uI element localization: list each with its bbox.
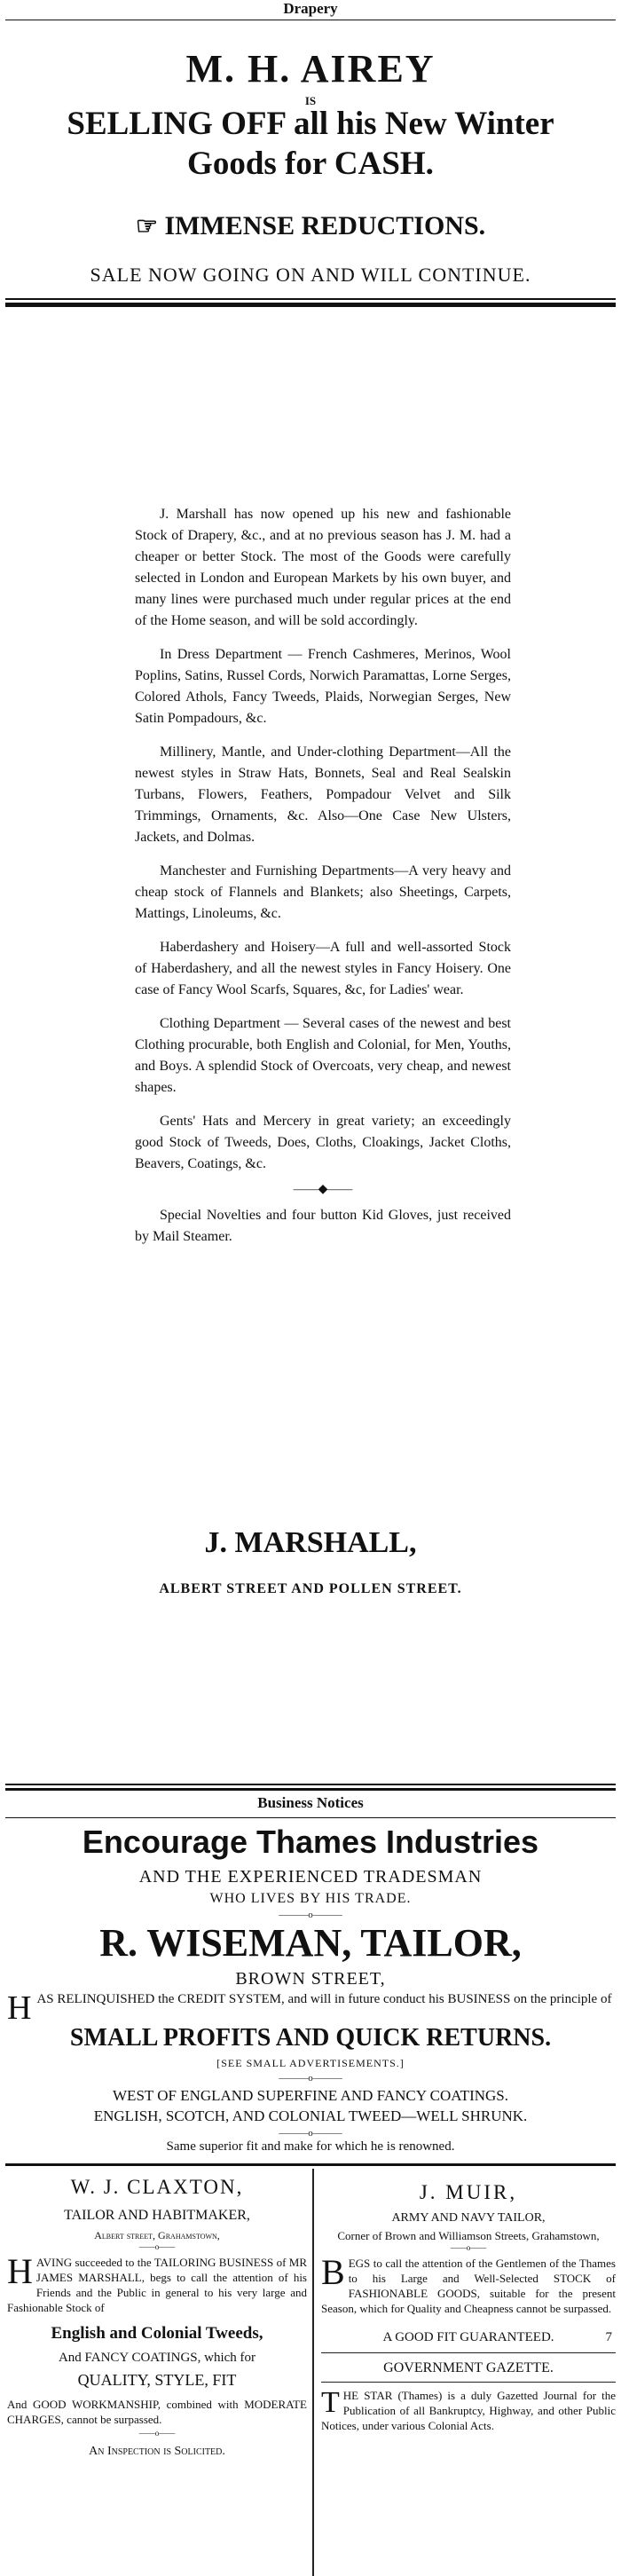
- wiseman-headline: Encourage Thames Industries: [82, 1824, 539, 1860]
- claxton-ad: [7, 2176, 307, 2576]
- ornament-divider: ———o———: [279, 1910, 342, 1920]
- marshall-name: J. MARSHALL,: [204, 1526, 417, 1559]
- wiseman-slogan: SMALL PROFITS AND QUICK RETURNS.: [69, 2024, 552, 2052]
- ornament-divider: ——o——: [450, 2243, 487, 2252]
- muir-guarantee-line: [321, 2330, 616, 2345]
- column-rule: [312, 2169, 314, 2576]
- divider-thick: [5, 303, 616, 307]
- wiseman-sub1: AND THE EXPERIENCED TRADESMAN: [138, 1867, 483, 1887]
- wiseman-body: [7, 1989, 614, 2027]
- muir-number: 7: [605, 2330, 612, 2344]
- muir-dropcap: B: [321, 2252, 345, 2292]
- marshall-body: [135, 504, 511, 1248]
- airey-reductions: [0, 211, 621, 241]
- muir-title: ARMY AND NAVY TAILOR,: [391, 2211, 546, 2225]
- muir-ad: [321, 2181, 616, 2576]
- claxton-dropcap: H: [7, 2251, 33, 2291]
- claxton-name: W. J. CLAXTON,: [70, 2176, 244, 2198]
- divider: [5, 1817, 616, 1818]
- claxton-workmanship: And GOOD WORKMANSHIP, combined with MODERATE CHARGES, cannot be surpassed.: [7, 2398, 307, 2426]
- reductions-text: IMMENSE REDUCTIONS.: [164, 211, 486, 240]
- muir-body: [321, 2252, 616, 2316]
- marshall-p4: Manchester and Furnishing Departments—A very heavy and cheap stock of Flannels and Blankets; also Sheetings, Carpets, Mattings, Linoleums, &c.: [135, 863, 511, 921]
- wiseman-west1: WEST OF ENGLAND SUPERFINE AND FANCY COATINGS.: [113, 2087, 508, 2104]
- marshall-p5: Haberdashery and Hoisery—A full and well-assorted Stock of Haberdashery, and all the newest styles in Fancy Hoisery. One case of Fancy Wool Scarfs, Squares, &c, for Ladies' wear.: [135, 940, 511, 997]
- divider-thick: [5, 2163, 616, 2166]
- ornament-divider: ———o———: [279, 2128, 342, 2139]
- divider: [321, 2352, 616, 2353]
- ornament-divider: ——o——: [138, 2429, 176, 2438]
- airey-line2: Goods for CASH.: [187, 146, 434, 182]
- marshall-p2: In Dress Department — French Cashmeres, Merinos, Wool Poplins, Satins, Russel Cords, Norwich Paramattas, Lorne Serges, Colored Athols, Fancy Tweeds, Plaids, Norwegian Serges, New Satin Pompadours, &c.: [135, 647, 511, 726]
- muir-gazette: GOVERNMENT GAZETTE.: [383, 2360, 554, 2375]
- wiseman-dropcap: H: [7, 1989, 32, 2027]
- marshall-p8: Special Novelties and four button Kid Gloves, just received by Mail Steamer.: [135, 1208, 511, 1244]
- claxton-body-text: AVING succeeded to the TAILORING BUSINESS of MR JAMES MARSHALL, begs to call the attention of his Friends and the Public in general to his very large and Fashionable Stock of: [7, 2256, 307, 2314]
- wiseman-west2: ENGLISH, SCOTCH, AND COLONIAL TWEED—WELL SHRUNK.: [93, 2107, 528, 2124]
- ornament-divider: ———o———: [279, 2073, 342, 2084]
- airey-line1: SELLING OFF all his New Winter: [67, 106, 554, 142]
- claxton-address: Albert street, Grahamstown,: [94, 2229, 220, 2241]
- wiseman-see: [SEE SMALL ADVERTISEMENTS.]: [216, 2057, 405, 2069]
- wiseman-name: R. WISEMAN, TAILOR,: [99, 1921, 522, 1965]
- divider: [5, 1784, 616, 1785]
- claxton-body: [7, 2251, 307, 2315]
- ornament-divider: ——o——: [138, 2242, 176, 2251]
- pointing-hand-icon: ☞: [135, 213, 158, 240]
- wiseman-sub2: WHO LIVES BY HIS TRADE.: [209, 1891, 412, 1906]
- ornament-divider: ——◆——: [293, 1183, 353, 1196]
- wiseman-body-text: AS RELINQUISHED the CREDIT SYSTEM, and will in future conduct his BUSINESS on the principle of: [36, 1992, 612, 2006]
- marshall-p3: Millinery, Mantle, and Under-clothing Department—All the newest styles in Straw Hats, Bonnets, Seal and Real Sealskin Turbans, Flowers, Feathers, Pompadour Velvet and Silk Trimmings, Ornaments, &c. Also—One Case New Ulsters, Jackets, and Dolmas.: [135, 744, 511, 845]
- divider-thick: [5, 1788, 616, 1791]
- muir-guarantee: A GOOD FIT GUARANTEED.: [382, 2330, 554, 2344]
- claxton-fancy: And FANCY COATINGS, which for: [58, 2351, 256, 2365]
- star-notice: [321, 2388, 616, 2433]
- star-dropcap: T: [321, 2386, 340, 2419]
- claxton-quality: QUALITY, STYLE, FIT: [77, 2371, 237, 2389]
- muir-name: J. MUIR,: [419, 2181, 518, 2203]
- divider: [5, 298, 616, 300]
- airey-sale: SALE NOW GOING ON AND WILL CONTINUE.: [90, 264, 531, 286]
- airey-is: IS: [304, 94, 317, 107]
- section-title-drapery: Drapery: [283, 0, 338, 17]
- section-title-business: Business Notices: [257, 1794, 364, 1811]
- marshall-address: ALBERT STREET AND POLLEN STREET.: [159, 1581, 462, 1596]
- divider: [321, 2382, 616, 2383]
- claxton-title: TAILOR AND HABITMAKER,: [64, 2208, 250, 2223]
- claxton-tweeds: English and Colonial Tweeds,: [51, 2324, 263, 2343]
- claxton-inspection: An Inspection is Solicited.: [89, 2445, 225, 2458]
- muir-body-text: EGS to call the attention of the Gentlemen of the Thames to his Large and Well-Selected STOCK of FASHIONABLE GOODS, suitable for the present Season, which for Quality and Cheapness cannot be surpassed.: [321, 2257, 616, 2315]
- muir-address: Corner of Brown and Williamson Streets, Grahamstown,: [337, 2229, 600, 2242]
- wiseman-street: BROWN STREET,: [235, 1969, 386, 1989]
- marshall-p7: Gents' Hats and Mercery in great variety; an exceedingly good Stock of Tweeds, Does, Cloths, Cloakings, Jacket Cloths, Beavers, Coatings, &c.: [135, 1114, 511, 1171]
- airey-name: M. H. AIREY: [185, 47, 436, 91]
- wiseman-fit: Same superior fit and make for which he is renowned.: [166, 2139, 455, 2154]
- star-text: HE STAR (Thames) is a duly Gazetted Journal for the Publication of all Bankruptcy, Highway, and other Public Notices, under various Colonial Acts.: [321, 2389, 616, 2432]
- marshall-p6: Clothing Department — Several cases of the newest and best Clothing procurable, both English and Colonial, for Men, Youths, and Boys. A splendid Stock of Overcoats, very cheap, and newest shapes.: [135, 1016, 511, 1095]
- marshall-p1: J. Marshall has now opened up his new and fashionable Stock of Drapery, &c., and at no previous season has J. M. had a cheaper or better Stock. The most of the Goods were carefully selected in London and European Markets by his own buyer, and many lines were purchased much under regular prices at the end of the Home season, and will be sold accordingly.: [135, 507, 511, 628]
